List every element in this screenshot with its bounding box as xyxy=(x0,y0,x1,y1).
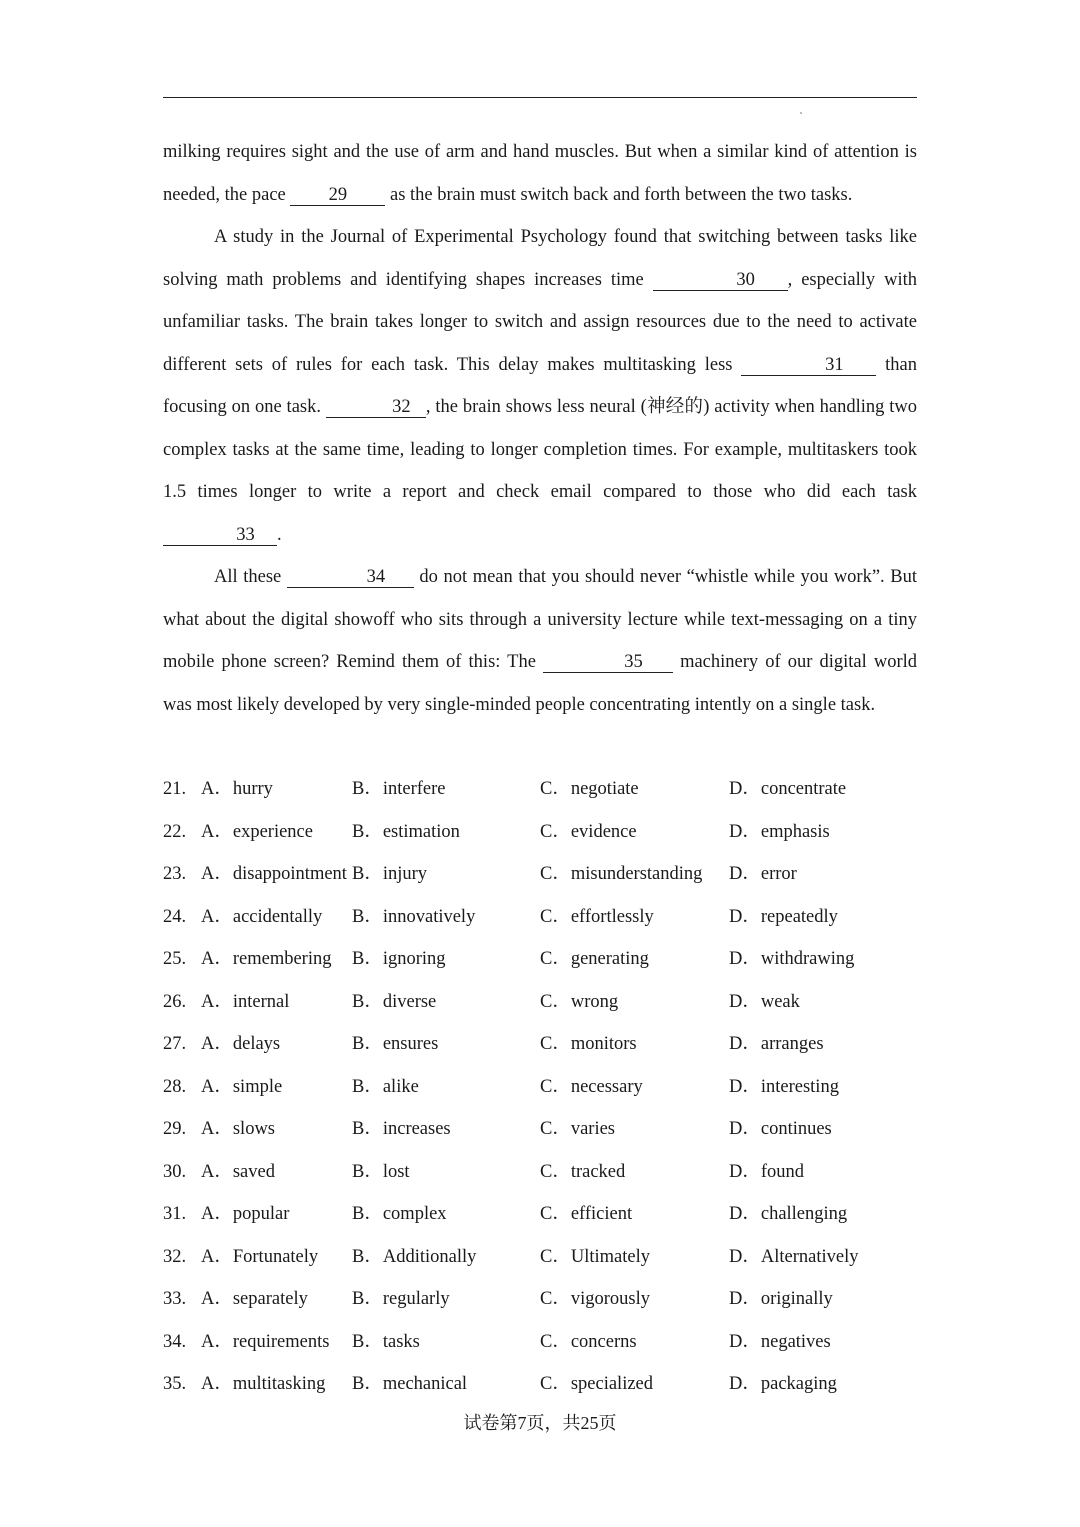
option-c: C．tracked xyxy=(540,1161,626,1182)
question-number: 29. xyxy=(163,1119,187,1139)
option-b: B．alike xyxy=(352,1076,419,1097)
passage-text: milking requires sight and the use of arm and hand muscles. But when a similar kind of attention xyxy=(163,142,899,162)
question-number: 26. xyxy=(163,991,187,1012)
question-number: 25. xyxy=(163,949,187,969)
question-row xyxy=(163,896,917,939)
option-a: A．popular xyxy=(201,1204,290,1224)
option-a: A．disappointment xyxy=(201,864,347,884)
paragraph-3 xyxy=(163,556,917,726)
option-d: D．repeatedly xyxy=(729,906,838,927)
question-row xyxy=(163,853,917,896)
option-b: B．estimation xyxy=(352,821,460,842)
option-a: A．accidentally xyxy=(201,906,323,927)
scan-speck xyxy=(800,112,802,114)
passage-text: , the brain shows less neural (神经的) activity when handling two complex tasks at the same time, leading to longer completion times. For example, multitaskers took 1.5 times longer to write a report and check email compared to those who did each task xyxy=(163,397,917,502)
option-d: D．originally xyxy=(729,1289,833,1309)
option-c: C．specialized xyxy=(540,1374,654,1394)
passage xyxy=(163,131,917,726)
option-b: B．interfere xyxy=(352,779,446,799)
blank-31: 31 xyxy=(741,355,876,376)
question-number: 33. xyxy=(163,1289,187,1309)
question-row xyxy=(163,1108,917,1151)
option-d: D．found xyxy=(729,1161,805,1182)
option-d: D．negatives xyxy=(729,1331,831,1352)
options-list xyxy=(163,768,917,1406)
question-number: 28. xyxy=(163,1076,187,1097)
question-row xyxy=(163,1321,917,1364)
option-a: A．Fortunately xyxy=(201,1246,319,1267)
option-c: C．concerns xyxy=(540,1331,637,1352)
passage-text: as the brain must switch back and forth between the two tasks. xyxy=(385,184,853,205)
blank-34: 34 xyxy=(287,567,414,588)
option-d: D．error xyxy=(729,864,797,884)
option-a: A．slows xyxy=(201,1119,276,1139)
option-c: C．evidence xyxy=(540,821,637,842)
option-d: D．interesting xyxy=(729,1076,839,1097)
question-row xyxy=(163,1363,917,1406)
question-row xyxy=(163,1066,917,1109)
option-d: D．emphasis xyxy=(729,821,830,842)
option-b: B．ensures xyxy=(352,1034,439,1054)
option-d: D．concentrate xyxy=(729,779,847,799)
option-c: C．vigorously xyxy=(540,1289,650,1309)
option-b: B．Additionally xyxy=(352,1246,477,1267)
blank-29: 29 xyxy=(290,185,385,206)
blank-33: 33 xyxy=(163,525,277,546)
question-row xyxy=(163,811,917,854)
question-number: 21. xyxy=(163,779,187,799)
option-c: C．misunderstanding xyxy=(540,864,703,884)
question-row xyxy=(163,1193,917,1236)
option-d: D．continues xyxy=(729,1119,832,1139)
option-d: D．packaging xyxy=(729,1374,837,1394)
paragraph-1 xyxy=(163,131,917,216)
question-row xyxy=(163,1236,917,1279)
option-c: C．negotiate xyxy=(540,779,639,799)
question-row xyxy=(163,938,917,981)
option-a: A．experience xyxy=(201,821,313,842)
option-a: A．saved xyxy=(201,1161,275,1182)
question-row xyxy=(163,768,917,811)
passage-text: , especially with unfamiliar tasks. The brain takes longer to switch and assign resources due to the need to activate different sets of rules for each task. This delay makes multitasking less xyxy=(163,269,917,375)
passage-text: All these xyxy=(214,567,287,587)
question-number: 22. xyxy=(163,821,187,842)
option-a: A．simple xyxy=(201,1076,283,1097)
option-b: B．tasks xyxy=(352,1331,420,1352)
option-d: D．challenging xyxy=(729,1204,848,1224)
option-c: C．varies xyxy=(540,1119,616,1139)
header-rule xyxy=(163,97,917,98)
paragraph-2 xyxy=(163,216,917,556)
question-number: 35. xyxy=(163,1374,187,1394)
question-row xyxy=(163,981,917,1024)
question-number: 23. xyxy=(163,864,187,884)
option-c: C．generating xyxy=(540,949,649,969)
question-number: 27. xyxy=(163,1034,187,1054)
question-number: 32. xyxy=(163,1246,187,1267)
question-row xyxy=(163,1278,917,1321)
passage-text: is needed, the pace xyxy=(163,142,917,205)
question-row xyxy=(163,1023,917,1066)
option-b: B．mechanical xyxy=(352,1374,468,1394)
passage-text: A study in the Journal of Experimental Psychology found that switching between tasks like solving math problems and identifying shapes increases time xyxy=(163,227,917,290)
option-a: A．remembering xyxy=(201,949,332,969)
option-a: A．separately xyxy=(201,1289,308,1309)
question-row xyxy=(163,1151,917,1194)
option-b: B．increases xyxy=(352,1119,451,1139)
option-d: D．withdrawing xyxy=(729,949,855,969)
option-d: D．arranges xyxy=(729,1034,824,1054)
option-c: C．efficient xyxy=(540,1204,633,1224)
option-d: D．Alternatively xyxy=(729,1246,859,1267)
option-c: C．wrong xyxy=(540,991,619,1012)
option-a: A．hurry xyxy=(201,779,273,799)
option-b: B．regularly xyxy=(352,1289,450,1309)
option-b: B．innovatively xyxy=(352,906,476,927)
option-c: C．monitors xyxy=(540,1034,637,1054)
question-number: 24. xyxy=(163,906,187,927)
passage-text: than focusing on one task. xyxy=(163,354,917,417)
option-b: B．injury xyxy=(352,864,428,884)
question-number: 30. xyxy=(163,1161,187,1182)
page-footer: 试卷第7页，共25页 xyxy=(463,1413,617,1433)
option-c: C．Ultimately xyxy=(540,1246,650,1267)
option-b: B．lost xyxy=(352,1161,410,1182)
question-number: 31. xyxy=(163,1204,187,1224)
option-d: D．weak xyxy=(729,991,800,1012)
option-a: A．requirements xyxy=(201,1331,330,1352)
option-c: C．necessary xyxy=(540,1076,643,1097)
blank-35: 35 xyxy=(543,652,673,673)
passage-text: do not mean that you should never “whistle while you work”. But what about the digital showoff who sits through a university lecture while text-messaging on a tiny mobile phone screen? Remind them of this: The xyxy=(163,567,917,672)
blank-30: 30 xyxy=(653,270,788,291)
option-a: A．internal xyxy=(201,991,290,1012)
option-b: B．complex xyxy=(352,1204,447,1224)
blank-32: 32 xyxy=(326,397,426,418)
option-b: B．ignoring xyxy=(352,949,446,969)
passage-text: machinery of our digital world was most likely developed by very single-minded people concentrating intently on a single task. xyxy=(163,652,917,715)
question-number: 34. xyxy=(163,1331,187,1352)
option-b: B．diverse xyxy=(352,991,437,1012)
passage-text: . xyxy=(277,524,282,545)
option-c: C．effortlessly xyxy=(540,906,654,927)
option-a: A．multitasking xyxy=(201,1374,326,1394)
option-a: A．delays xyxy=(201,1034,281,1054)
